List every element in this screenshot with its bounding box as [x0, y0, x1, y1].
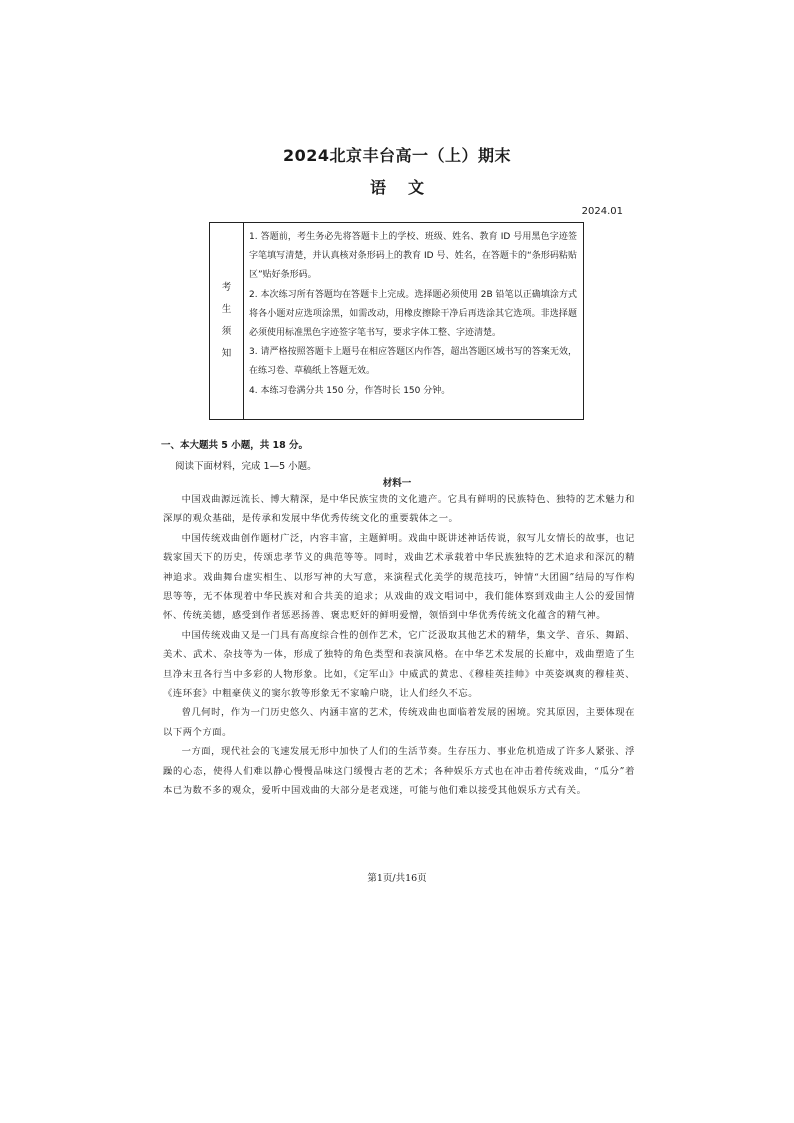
section-heading: 一、本大题共 5 小题，共 18 分。: [161, 440, 309, 451]
exam-notice-box: [209, 222, 584, 420]
article-paragraph: 中国传统戏曲又是一门具有高度综合性的创作艺术，它广泛汲取其他艺术的精华，集文学、音乐、舞蹈、美术、武术、杂技等为一体，形成了独特的角色类型和表演风格。在中华艺术发展的长廊中，戏曲塑造了生旦净末丑各行当中多彩的人物形象。比如，《定军山》中威武的黄忠、《穆桂英挂帅》中英姿飒爽的穆桂英、《连环套》中粗豪侠义的窦尔敦等形象无不家喻户晓，让人们经久不忘。: [163, 629, 635, 700]
notice-item: 2. 本次练习所有答题均在答题卡上完成。选择题必须使用 2B 铅笔以正确填涂方式将各小题对应选项涂黑，如需改动，用橡皮擦除干净后再选涂其它选项。非选择题必须使用标准黑色字迹签字笔书写，要求字体工整、字迹清楚。: [249, 289, 577, 339]
article-paragraph: 中国传统戏曲创作题材广泛，内容丰富，主题鲜明。戏曲中既讲述神话传说，叙写儿女情长的故事，也记载家国天下的历史，传颂忠孝节义的典范等等。同时，戏曲艺术承载着中华民族独特的艺术追求和深沉的精神追求。戏曲舞台虚实相生、以形写神的大写意，来演程式化美学的规范技巧，钟情“大团圆”结局的写作构思等等，无不体现着中华民族对和合共美的追求；从戏曲的戏文唱词中，我们能体察到戏曲主人公的爱国情怀、传统美德，感受到作者惩恶扬善、褒忠贬奸的鲜明爱憎，领悟到中华优秀传统文化蕴含的精气神。: [163, 532, 635, 622]
article-body: [163, 490, 635, 801]
notice-items: [244, 223, 583, 419]
exam-date: 2024.01: [581, 206, 623, 217]
material-title: 材料一: [382, 478, 412, 489]
notice-label: [210, 223, 244, 419]
notice-item: 4. 本练习卷满分共 150 分，作答时长 150 分钟。: [249, 385, 451, 396]
article-paragraph: 一方面，现代社会的飞速发展无形中加快了人们的生活节奏。生存压力、事业危机造成了许多人紧张、浮躁的心态，使得人们难以静心慢慢品味这门缓慢古老的艺术；各种娱乐方式也在冲击着传统戏曲，“瓜分”着本已为数不多的观众，爱听中国戏曲的大部分是老戏迷，可能与他们难以接受其他娱乐方式有关。: [163, 746, 635, 797]
subject-title: 语文: [369, 178, 446, 197]
notice-item: 1. 答题前，考生务必先将答题卡上的学校、班级、姓名、教育 ID 号用黑色字迹签字笔填写清楚，并认真核对条形码上的教育 ID 号、姓名，在答题卡的“条形码粘贴区”贴好条形码。: [249, 232, 577, 281]
article-paragraph: 曾几何时，作为一门历史悠久、内涵丰富的艺术，传统戏曲也面临着发展的困境。究其原因，主要体现在以下两个方面。: [163, 707, 635, 738]
article-paragraph: 中国戏曲源远流长、博大精深，是中华民族宝贵的文化遗产。它具有鲜明的民族特色、独特的艺术魅力和深厚的观众基础，是传承和发展中华优秀传统文化的重要载体之一。: [163, 494, 635, 525]
section-instruction: 阅读下面材料，完成 1—5 小题。: [175, 461, 317, 472]
notice-label-char: 考: [221, 282, 232, 293]
notice-label-char: 须: [221, 326, 232, 337]
notice-label-char: 生: [221, 304, 232, 315]
exam-title: 2024北京丰台高一（上）期末: [282, 146, 512, 165]
page-number: 第1页/共16页: [367, 873, 427, 884]
notice-label-char: 知: [221, 348, 232, 359]
notice-item: 3. 请严格按照答题卡上题号在相应答题区内作答，超出答题区域书写的答案无效，在练习卷、草稿纸上答题无效。: [249, 347, 577, 377]
